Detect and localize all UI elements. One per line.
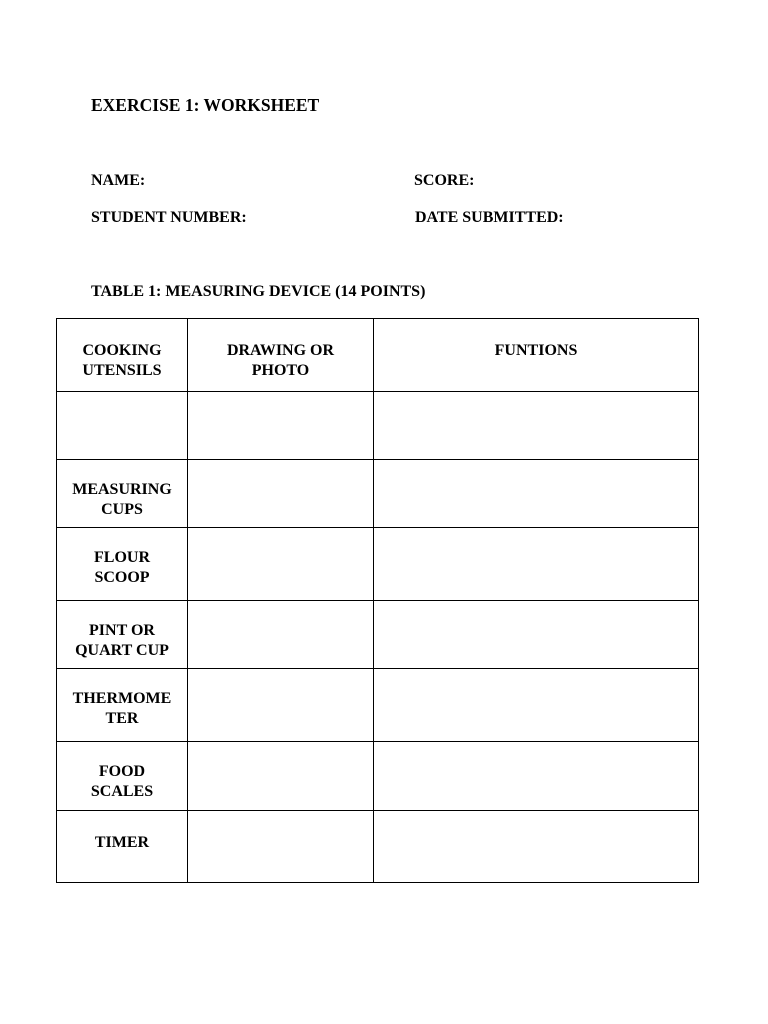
- table-row: [57, 669, 699, 742]
- functions-cell[interactable]: [374, 528, 699, 601]
- table-row: [57, 392, 699, 460]
- drawing-cell[interactable]: [188, 811, 374, 883]
- drawing-cell[interactable]: [188, 742, 374, 811]
- table-row: [57, 811, 699, 883]
- date-submitted-label: DATE SUBMITTED:: [415, 209, 564, 226]
- utensil-name: PINT OR: [89, 622, 155, 639]
- student-number-label: STUDENT NUMBER:: [91, 209, 247, 226]
- functions-cell[interactable]: [374, 811, 699, 883]
- functions-cell[interactable]: [374, 669, 699, 742]
- utensil-cell: [57, 742, 188, 811]
- drawing-cell[interactable]: [188, 392, 374, 460]
- header-text-line: UTENSILS: [82, 362, 162, 379]
- utensil-cell: [57, 811, 188, 883]
- table-row: [57, 460, 699, 528]
- header-drawing-or-photo: [188, 319, 374, 392]
- table-row: [57, 601, 699, 669]
- worksheet-title: EXERCISE 1: WORKSHEET: [91, 95, 320, 115]
- header-text-line: FUNTIONS: [494, 342, 578, 359]
- drawing-cell[interactable]: [188, 669, 374, 742]
- utensil-cell: [57, 601, 188, 669]
- functions-cell[interactable]: [374, 460, 699, 528]
- utensil-name: MEASURING: [72, 481, 172, 498]
- utensil-name: SCOOP: [94, 569, 150, 586]
- drawing-cell[interactable]: [188, 528, 374, 601]
- utensil-name: THERMOME: [72, 690, 172, 707]
- utensil-name: SCALES: [90, 783, 154, 800]
- table-row: [57, 528, 699, 601]
- table-row: [57, 742, 699, 811]
- utensil-name: TIMER: [94, 834, 150, 851]
- header-text-line: DRAWING OR: [226, 342, 335, 359]
- measuring-device-table: [56, 318, 699, 883]
- drawing-cell[interactable]: [188, 460, 374, 528]
- header-cooking-utensils: [57, 319, 188, 392]
- name-label: NAME:: [91, 172, 146, 189]
- table-caption: TABLE 1: MEASURING DEVICE (14 POINTS): [91, 283, 426, 300]
- functions-cell[interactable]: [374, 601, 699, 669]
- score-label: SCORE:: [414, 172, 475, 189]
- functions-cell[interactable]: [374, 742, 699, 811]
- utensil-cell: [57, 460, 188, 528]
- utensil-name: FOOD: [98, 763, 146, 780]
- utensil-name: QUART CUP: [75, 642, 169, 659]
- table-header-row: [57, 319, 699, 392]
- drawing-cell[interactable]: [188, 601, 374, 669]
- header-text-line: PHOTO: [251, 362, 310, 379]
- utensil-name: FLOUR: [94, 549, 150, 566]
- functions-cell[interactable]: [374, 392, 699, 460]
- header-functions: [374, 319, 699, 392]
- utensil-cell: [57, 669, 188, 742]
- utensil-name: TER: [105, 710, 139, 727]
- utensil-cell: [57, 392, 188, 460]
- utensil-name: CUPS: [101, 501, 143, 518]
- utensil-cell: [57, 528, 188, 601]
- header-text-line: COOKING: [82, 342, 162, 359]
